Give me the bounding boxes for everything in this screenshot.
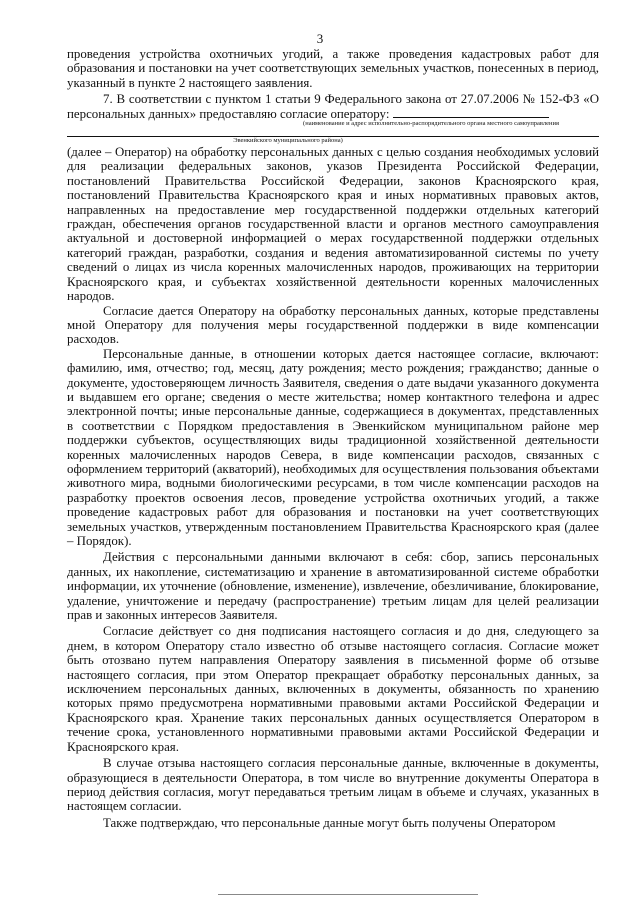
paragraph-revoke: В случае отзыва настоящего согласия персональные данные, включенные в документы, образующиеся в деятельности Оператора, в том числе во внутренние документы Оператора в период действия согласия, могут передаваться третьим лицам в объеме и случаях, указанных в настоящем согласии. xyxy=(67,756,599,814)
paragraph-7-body: (далее – Оператор) на обработку персональных данных с целью создания необходимых условий для реализации федеральных законов, указов Президента Российской Федерации, постановлений Правительства Российской Федерации, законов Красноярского края, постановлений Правительства Красноярского края и иных нормативных правовых актов, направленных на предоставление мер государственной поддержки отдельных категорий граждан, обеспечения органов государственной власти и органов местного самоуправления актуальной и достоверной информацией о мерах государственной поддержки отдельных категорий граждан, разработки, создания и ведения автоматизированной системы по учету сведений о лицах из числа коренных малочисленных народов, проживающих на территории Красноярского края, и субъектах хозяйственной деятельности коренных малочисленных народов. xyxy=(67,145,599,304)
paragraph-continuation: проведения устройства охотничьих угодий, а также проведения кадастровых работ для образования и постановки на учет соответствующих земельных участков, понесенных в период, указанный в пункте 2 настоящего заявления. xyxy=(67,47,599,90)
paragraph-confirm: Также подтверждаю, что персональные данные могут быть получены Оператором xyxy=(103,815,556,830)
paragraph-personal-data: Персональные данные, в отношении которых дается настоящее согласие, включают: фамилию, имя, отчество; год, месяц, дату рождения; место рождения; гражданство; данные о документе, удостоверяющем личность Заявителя, сведения о дате выдачи указанного документа и выдавшем его органе; сведения о месте жительства; номер контактного телефона и адрес электронной почты; иные персональные данные, содержащиеся в документах, представленных в соответствии с Порядком предоставления в Эвенкийском муниципальном районе мер поддержки субъектов, осуществляющих виды традиционной хозяйственной деятельности коренных малочисленных народов Севера, в виде компенсации расходов, связанных с оформлением территорий (акваторий), необходимых для осуществления пользования объектами животного мира, водными биологическими ресурсами, в том числе компенсации расходов на разработку проектов освоения лесов, проведение устройства охотничьих угодий, а также проведение кадастровых работ для образования и постановки на учет соответствующих земельных участков, утвержденным постановлением Правительства Красноярского края (далее – Порядок). xyxy=(67,346,599,548)
paragraph-7-lead xyxy=(67,92,599,121)
operator-name-value: Эвенкийского муниципального района) xyxy=(233,137,343,145)
operator-field-caption: (наименование и адрес исполнительно-распорядительного органа местного самоуправления xyxy=(303,120,559,128)
operator-name-line xyxy=(67,128,599,137)
footer-rule xyxy=(218,894,478,895)
paragraph-7-lead-text: 7. В соответствии с пунктом 1 статьи 9 Федерального закона от 27.07.2006 № 152-ФЗ «О персональных данных» предоставляю согласие оператору: xyxy=(67,92,599,121)
paragraph-consent: Согласие дается Оператору на обработку персональных данных, которые представлены мной Оператору для получения меры государственной поддержки в виде компенсации расходов. xyxy=(67,303,599,347)
document-body xyxy=(67,47,599,830)
operator-name-field xyxy=(393,107,549,118)
paragraph-actions: Действия с персональными данными включают в себя: сбор, запись персональных данных, их накопление, систематизацию и хранение в автоматизированной системе обработки информации, их уточнение (обновление, изменение), извлечение, обезличивание, блокирование, удаление, уничтожение и передачу (распространение) третьим лицам для целей реализации прав и законных интересов Заявителя. xyxy=(67,550,599,623)
paragraph-term: Согласие действует со дня подписания настоящего согласия и до дня, следующего за днем, в котором Оператору стало известно об отзыве настоящего согласия. Согласие может быть отозвано путем направления Оператору заявления в письменной форме об отзыве настоящего согласия, при этом Оператор прекращает обработку персональных данных, за исключением персональных данных, включенных в документы, обязанность по хранению которых прямо предусмотрена нормативными правовыми актами Российской Федерации и Красноярского края. Хранение таких персональных данных осуществляется Оператором в течение срока, установленного нормативными правовыми актами Российской Федерации и Красноярского края. xyxy=(67,624,599,754)
page-number: 3 xyxy=(316,31,324,46)
